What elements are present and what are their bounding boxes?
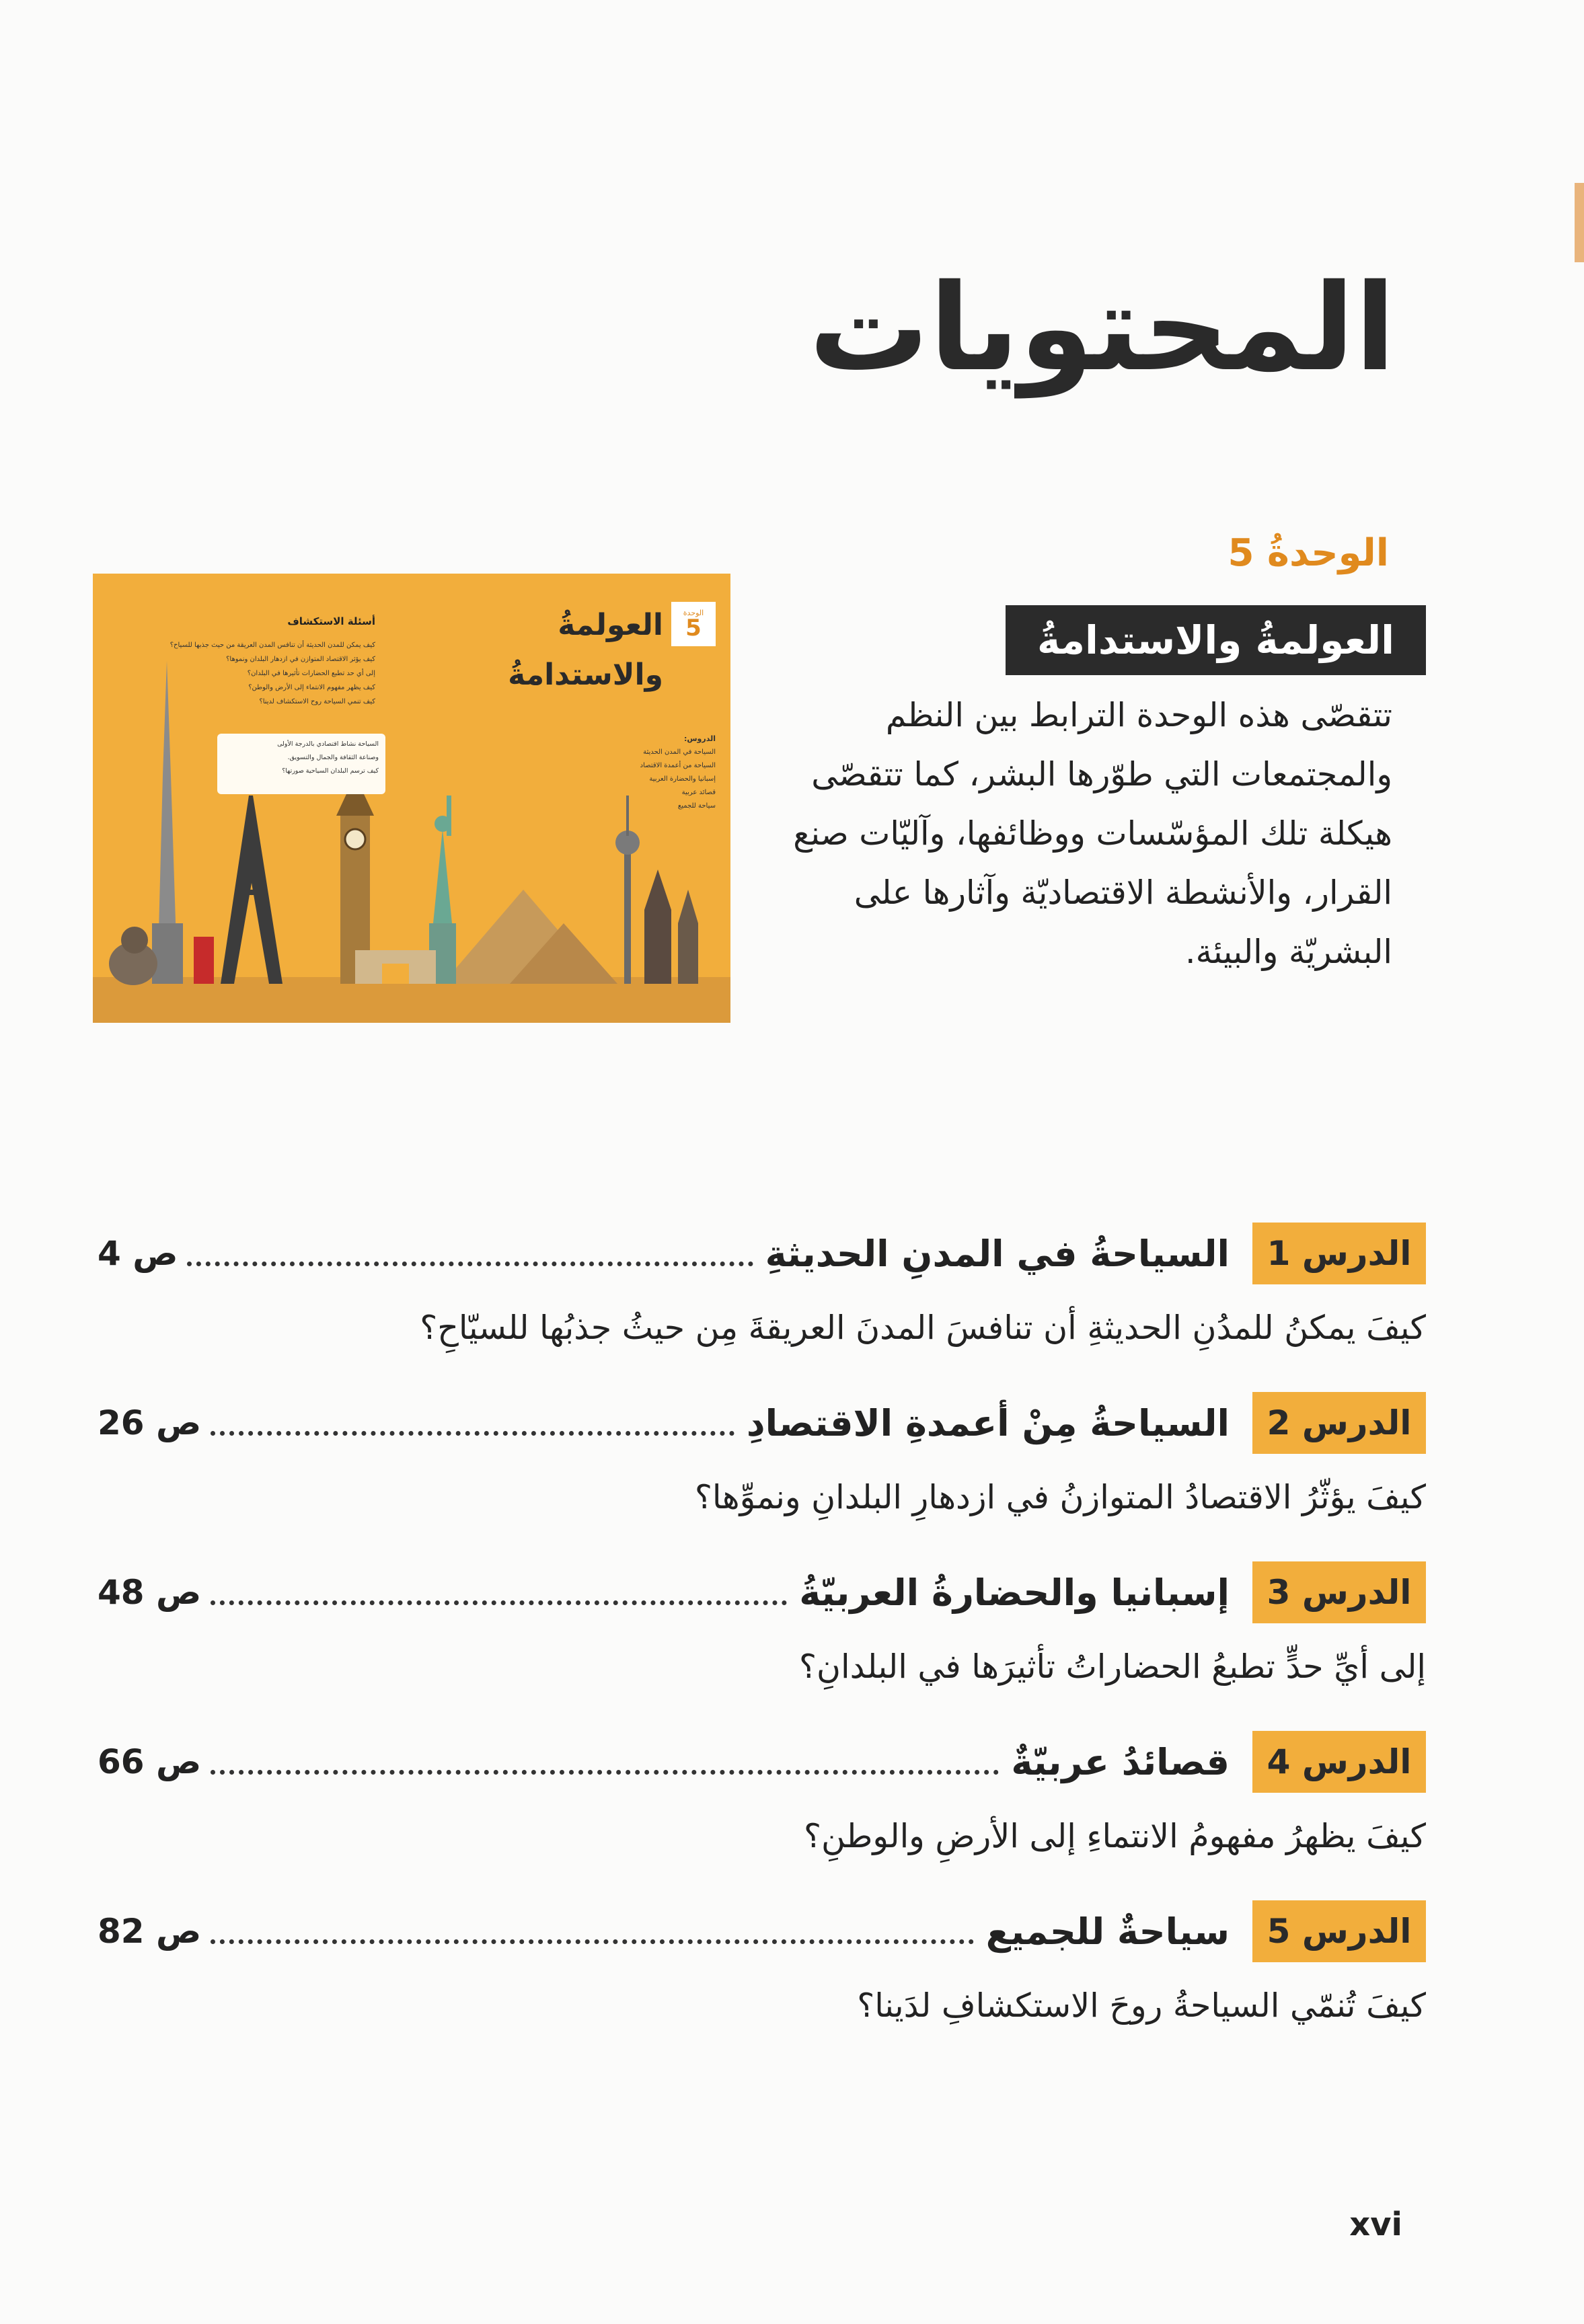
lesson-entry[interactable] [98,1900,1426,2068]
lesson-entry[interactable] [98,1561,1426,1730]
lesson-page-number: ص 26 [98,1403,202,1442]
lesson-question: كيفَ يمكنُ للمدُنِ الحديثةِ أن تنافسَ المدنَ العريقةَ مِن حيثُ جذبُها للسيّاحِ؟ [420,1309,1426,1347]
lesson-entry[interactable] [98,1223,1426,1391]
lesson-page-number: ص 48 [98,1573,202,1612]
thumbnail-note-line: كيف ترسم البلدان السياحية صورتها؟ [282,767,379,775]
lesson-row [98,1392,1426,1454]
thumbnail-lesson-item: سياحة للجميع [677,802,716,810]
thumbnail-note-box [217,734,385,794]
thumbnail-question-item: كيف يمكن للمدن الحديثة أن تنافس المدن العريقة من حيث جذبها للسياح؟ [169,642,375,649]
lesson-question: إلى أيِّ حدٍّ تطبعُ الحضاراتُ تأثيرَها في البلدانِ؟ [798,1648,1426,1686]
thumbnail-note-line: وصناعة الثقافة والجمال والتسويق. [287,754,379,761]
thumbnail-lesson-item: السياحة من أعمدة الاقتصاد [640,762,716,769]
thumbnail-questions-list [126,638,375,709]
thumbnail-note-line: السياحة نشاط اقتصادي بالدرجة الأولى [277,740,379,748]
dot-leader [187,1262,753,1266]
unit-description: تتقصّى هذه الوحدة الترابط بين النظم والمجتمعات التي طوّرها البشر، كما تتقصّى هيكلة تلك المؤسّسات ووظائفها، وآليّات صنع القرار، والأنشطة الاقتصاديّة وآثارها على البشريّة والبيئة. [793,696,1392,971]
lesson-row [98,1561,1426,1623]
dot-leader [211,1600,787,1605]
dot-leader [211,1939,973,1944]
unit-title: العولمةُ والاستدامةُ [1036,617,1395,663]
lesson-page-number: ص 4 [98,1234,178,1273]
lesson-page-number: ص 66 [98,1742,202,1781]
thumbnail-lessons-list [608,732,716,813]
dot-leader [211,1770,999,1775]
thumbnail-unit-word: الوحدة [683,608,704,617]
unit-cover-thumbnail [93,574,730,1023]
lesson-title: السياحةُ في المدنِ الحديثةِ [765,1232,1230,1275]
thumbnail-question-item: كيف تنمي السياحة روح الاستكشاف لدينا؟ [259,698,375,705]
edge-tab-marker [1575,183,1584,262]
lesson-question: كيفَ يظهرُ مفهومُ الانتماءِ إلى الأرضِ والوطنِ؟ [804,1817,1426,1855]
thumbnail-title: العولمةُ والاستدامةُ [508,608,663,692]
thumbnail-lesson-item: قصائد عربية [681,789,716,796]
lesson-badge: الدرس 3 [1252,1561,1426,1623]
lesson-title: قصائدُ عربيّةٌ [1011,1740,1230,1783]
thumbnail-unit-number: 5 [685,614,702,642]
lesson-question: كيفَ يؤثّرُ الاقتصادُ المتوازنُ في ازدهارِ البلدانِ ونموِّها؟ [694,1478,1426,1516]
lesson-title: سياحةٌ للجميع [985,1910,1230,1953]
lesson-entry[interactable] [98,1392,1426,1560]
thumbnail-questions-title: أسئلة الاستكشاف [287,615,375,627]
lesson-row [98,1731,1426,1793]
lesson-title: إسبانيا والحضارةُ العربيّةُ [799,1571,1230,1614]
unit-label: الوحدةُ 5 [1228,531,1389,575]
thumbnail-unit-badge [671,602,716,646]
page-number: xvi [1349,2206,1402,2243]
lesson-badge: الدرس 1 [1252,1223,1426,1284]
lesson-row [98,1900,1426,1962]
lesson-title: السياحةُ مِنْ أعمدةِ الاقتصادِ [746,1401,1230,1444]
thumbnail-lesson-item: السياحة في المدن الحديثة [643,748,716,756]
thumbnail-question-item: إلى أي حد تطبع الحضارات تأثيرها في البلدان؟ [247,670,375,677]
lesson-entry[interactable] [98,1731,1426,1899]
unit-title-bar [1006,605,1426,675]
lesson-badge: الدرس 5 [1252,1900,1426,1962]
page-title: المحتويات [808,258,1396,397]
thumbnail-lesson-item: إسبانيا والحضارة العربية [649,775,716,783]
lesson-page-number: ص 82 [98,1912,202,1951]
lesson-badge: الدرس 4 [1252,1731,1426,1793]
thumbnail-lessons-heading: الدروس: [683,734,716,743]
lesson-badge: الدرس 2 [1252,1392,1426,1454]
thumbnail-question-item: كيف يؤثر الاقتصاد المتوازن في ازدهار البلدان ونموها؟ [226,656,375,663]
dot-leader [211,1431,734,1436]
thumbnail-question-item: كيف يظهر مفهوم الانتماء إلى الأرض والوطن؟ [248,684,375,691]
lesson-question: كيفَ تُنمّي السياحةُ روحَ الاستكشافِ لدَينا؟ [857,1986,1426,2025]
lesson-row [98,1223,1426,1284]
